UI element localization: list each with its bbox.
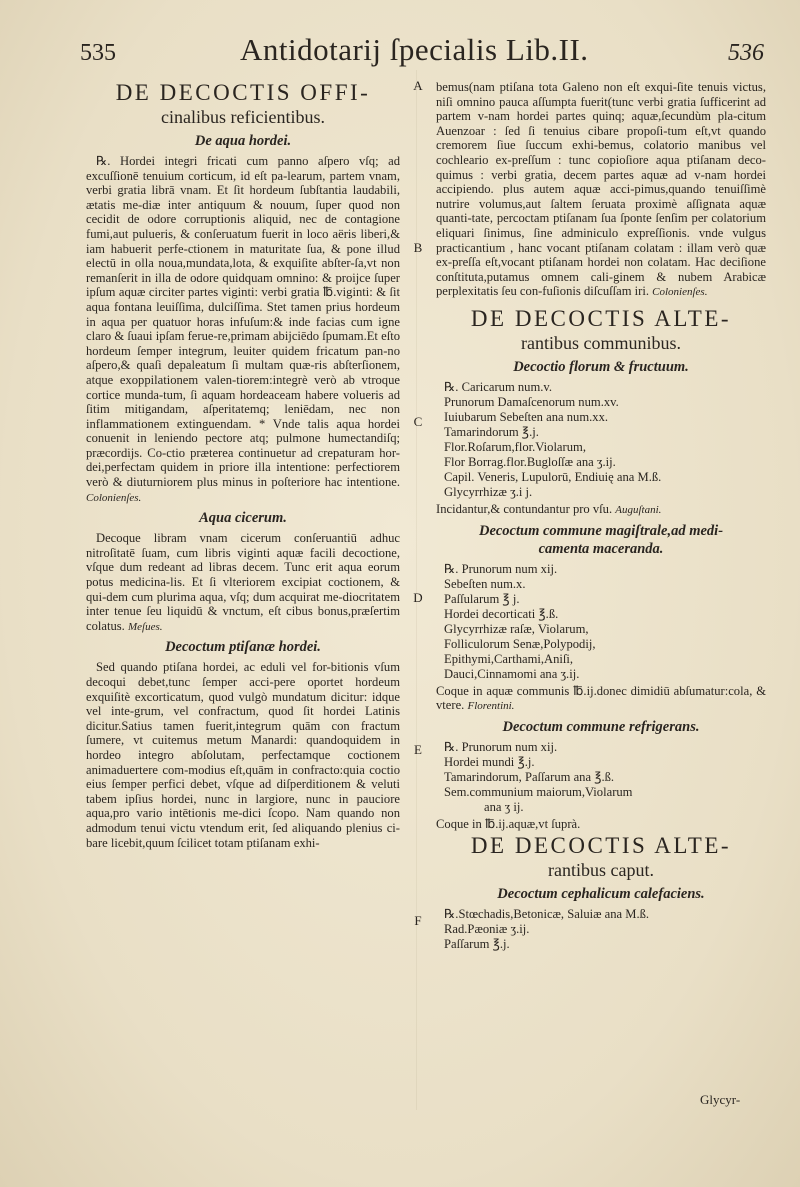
ingredient-line: Dauci,Cinnamomi ana ʒ.ij. — [444, 666, 580, 681]
ingredient-line: Iuiubarum Sebeſten ana num.xx. — [444, 409, 609, 424]
source-reference: Meſues. — [127, 620, 163, 633]
paragraph-continued: bemus(nam ptiſana tota Galeno non eſt exqui-ſite tenuis victus, niſi omnino pauca aſſumpta fuerit(tunc verbi gratia ſufficerint ad partem v-nam hordei partes quinq; aquæ,ſecundùm pla-citum Auenzoar : ſed ſi tenuius cibare propoſi-tum eſt,vt quando cremorem ſiue ſuccum exhi-bemus, colatorio manibus vel cochleario ex-preſſum : tunc copioſiore aqua ptiſanam deco-quimus : verbi gratia, decem partes aquæ ad v-nam hordei accipiendo. plus autem aquæ acci-pimus,quando tenuiſſimè nutrire volumus,aut ſaltem ſeruata proximè aſſignata aquæ quanti-tate, percoctam ptiſanam ſua ſponte ſenſim per colatorium eliquari ſinimus, ſine adminiculo expreſſionis. vnde vulgus practicantium , hanc vocant ptiſanam colatam : illam verò quæ ex-preſſa eſt,vocant ptiſanam hordei non colatam. Hac deciſione conſtituta,putamus omnem cali-ginem & nubem Arabicæ perplexitatis ſeu con-fuſionis diſcuſſam iri. Colonienſes. — [436, 80, 766, 299]
ingredient-line: Paſſularum ℥ j. — [444, 591, 520, 606]
margin-letter-b: B — [413, 240, 423, 255]
section-subheading-left: cinalibus reficientibus. — [161, 107, 325, 127]
ingredient-line: ana ʒ ij. — [484, 799, 524, 814]
recipe-title-magistrale-cont: camenta maceranda. — [538, 540, 664, 557]
recipe-title-florum: Decoctio florum & fructuum. — [513, 358, 689, 375]
ingredient-line: Sem.communium maiorum,Violarum — [444, 784, 633, 799]
ingredient-line: Sebeſten num.x. — [444, 576, 526, 591]
source-reference: Auguſtani. — [615, 503, 662, 516]
page-number-left: 535 — [80, 40, 116, 66]
running-title: Antidotarij ſpecialis Lib.II. — [240, 32, 589, 67]
page-number-right: 536 — [728, 40, 764, 66]
paragraph-aqua-cicerum: Decoque libram vnam cicerum conſeruantiū adhuc nitroſitatē ſuam, cum libris viginti aquæ facili decoctione, vſque dum redeant ad libras decem. Tunc erit aqua eorum potus medicina-lis. Et ſi vlteriorem excipiat coctionem, & qui-dem cum plurima aqua, vſq; dum acquirat me-diocritatem inter tenue ſeu liquidū & vnctum, eſt cibus bonus,præſertim colatus. Meſues. — [86, 531, 400, 633]
ingredient-line: Rad.Pæoniæ ʒ.ij. — [444, 922, 530, 937]
margin-letter-d: D — [413, 590, 423, 605]
ingredient-line: Capil. Veneris, Lupulorū, Endiuię ana M.ß. — [444, 469, 662, 484]
ingredient-line: ℞. Prunorum num xij. — [444, 561, 558, 576]
left-column — [86, 80, 400, 850]
margin-letter-c: C — [413, 414, 423, 429]
ingredient-line: Tamarindorum ℥.j. — [444, 424, 539, 439]
section-heading-left: DE DECOCTIS OFFI- — [115, 80, 371, 105]
section-heading-alterantibus: DE DECOCTIS ALTE- — [470, 305, 732, 331]
recipe-title-refrigerans: Decoctum commune refrigerans. — [502, 718, 700, 735]
ingredient-line: Paſſarum ℥.j. — [444, 937, 510, 952]
ingredient-line: Glycyrrhizæ raſæ, Violarum, — [444, 621, 589, 636]
ingredient-line: Folliculorum Senæ,Polypodij, — [444, 636, 596, 651]
source-reference: Florentini. — [467, 700, 515, 713]
ingredient-line: Hordei mundi ℥.j. — [444, 754, 535, 769]
catchword: Glycyr- — [700, 1092, 741, 1107]
ingredient-line: Hordei decorticati ℥.ß. — [444, 606, 559, 621]
ingredient-line: Epithymi,Carthami,Aniſi, — [444, 651, 574, 666]
source-reference: Colonienſes. — [86, 491, 142, 504]
ingredient-line: ℞.Stœchadis,Betonicæ, Saluiæ ana M.ß. — [444, 907, 650, 922]
ingredient-line: ℞. Prunorum num xij. — [444, 739, 558, 754]
recipe-title-magistrale: Decoctum commune magiſtrale,ad medi- — [478, 522, 724, 539]
ingredient-line: ℞. Caricarum num.v. — [444, 379, 553, 394]
ingredient-line: Prunorum Damaſcenorum num.xv. — [444, 394, 619, 409]
recipe-title-cephalicum: Decoctum cephalicum calefaciens. — [497, 886, 705, 903]
instruction-magistrale: Coque in aquæ communis ℔.ij.donec dimidiū abſumatur:cola, & vtere. Florentini. — [436, 683, 766, 713]
recipe-title-ptisana: Decoctum ptiſanæ hordei. — [165, 639, 321, 656]
ingredient-list-florum — [444, 380, 766, 500]
ingredient-line: Flor.Roſarum,flor.Violarum, — [444, 439, 586, 454]
instruction-refrigerans: Coque in ℔.ij.aquæ,vt ſuprà. — [436, 816, 581, 831]
ingredient-list-cephalicum — [444, 907, 766, 952]
recipe-title-aqua-hordei: De aqua hordei. — [194, 133, 292, 149]
ingredient-list-magistrale — [444, 562, 766, 682]
recipe-title-aqua-cicerum: Aqua cicerum. — [199, 510, 287, 527]
margin-letter-f: F — [414, 913, 422, 928]
right-column — [436, 80, 766, 954]
instruction-florum: Incidantur,& contundantur pro vſu. Auguſtani. — [436, 501, 662, 516]
margin-letter-e: E — [414, 742, 422, 757]
paragraph-aqua-hordei: ℞. Hordei integri fricati cum panno aſpero vſq; ad excuſſionē tenuium corticum, id eſt pa-learum, partem vnam, verbi gratia librā vnam. Et ſit hordeum ſubſtantia laudabili, ætatis me-diæ inter antiquum & nouum, ſuper quod non cecidit de odore corruptionis aliquid, nec de contagione fumi,aut pulueris, & conſeruatum fuerit in loco aëris liberi,& iam habuerit perfe-ctionem in maturitate ſua, & pone illud electū in olla noua,mundata,lota, & exquiſite abſter-ſa,vt non remanſerit in illa de odore quidquam omnino: & proijce ſuper ipſum aquæ circiter partes viginti: verbi gratia ℔.viginti: & ſit aqua fontana leuiſſima, dulciſſima. Stet tamen prius hordeum in aqua per quatuor horas infuſum:& inde facias cum igne claro & ſuaui ipſam ferue-re,primam abijciēdo ſpumam.Et eſto hordeum ſemper integrum, leuiter quidem fricatum pan-no aſpero,& quaſi depaleatum ſi multam quæ-ris abſterſionem, atque exoppilationem valen-tiorem:integrè verò ab vtroque cortice munda-tum, ſi aquam hordeaceam habere volueris ad ſitim mitigandam, aſperitatemq; leniēdam, nec non inflammationem extinguendam. * Vnde talis aqua hordei conuenit in leniendo pectore atq; pulmone humectandiſq; præcordijs. Co-ctio præterea continuetur ad crepaturam hor-dei,perfectam quidem in priore illa intentione: perfectiorem verò & diuturniorem plus minus in poſteriore hac intentione. Colonienſes. — [86, 154, 400, 504]
section-subheading-alterantibus: rantibus communibus. — [521, 332, 681, 353]
ingredient-list-refrigerans — [444, 740, 766, 815]
margin-letter-a: A — [413, 78, 423, 93]
source-reference: Colonienſes. — [652, 286, 708, 299]
paragraph-ptisana: Sed quando ptiſana hordei, ac eduli vel for-bitionis vſum decoqui debet,tunc ſemper acci-pere oportet hordeum exquiſitè excorticatum, quod vulgò mundatum dicitur: idque vel inte-grum, vel confractum, quod ſit hordei Latinis dicitur.Satius tamen fuerit,integrum quām con fractum ſumere, vt cuitemus metum Manardi: quandoquidem in hordeo integro abſolutam, perfectamque coctionem animaduertere com-modius eſt,quām in confracto:quia coctio eius ſemper perfici debet, vſque ad diſperditionem & veluti tabem ipſius hordei, nunc in largiore, nunc in pauciore aqua,pro vario intētionis me-dici ſcopo. Nam quando non admodum tenui victu vtendum erit, ſed aliquando plenius ci-bare licebit,quum ſcilicet totam ptiſanam exhi- — [86, 660, 400, 850]
section-heading-caput: DE DECOCTIS ALTE- — [470, 833, 732, 859]
ingredient-line: Tamarindorum, Paſſarum ana ℥.ß. — [444, 769, 615, 784]
ingredient-line: Glycyrrhizæ ʒ.i j. — [444, 484, 533, 499]
ingredient-line: Flor Borrag.flor.Bugloſſæ ana ʒ.ij. — [444, 454, 616, 469]
running-head — [0, 28, 800, 78]
section-subheading-caput: rantibus caput. — [548, 860, 654, 881]
